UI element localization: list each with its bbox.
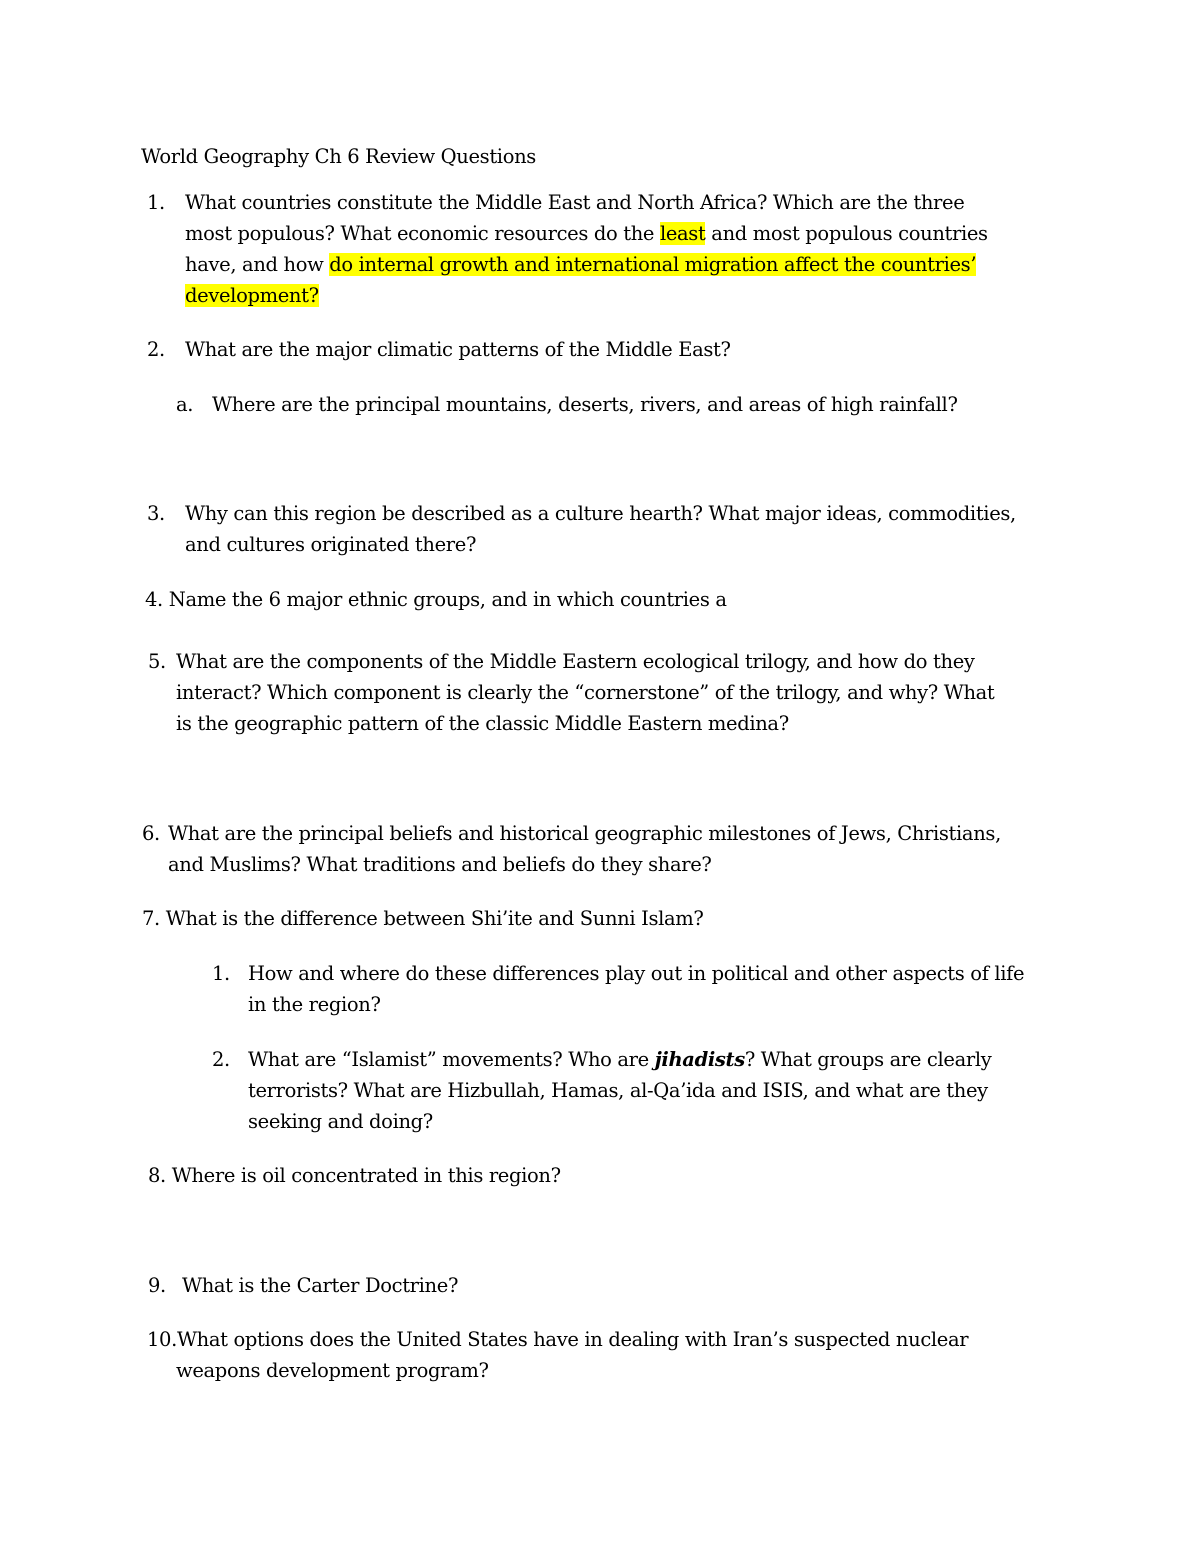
- question-number: 9.: [148, 1274, 166, 1297]
- text-run: most populous? What economic resources do the: [185, 222, 660, 245]
- highlighted-text: do internal growth and international migration affect the countries’: [329, 253, 977, 276]
- question-number: 5.: [148, 650, 166, 673]
- question-text-line: 4. Name the 6 major ethnic groups, and in which countries a: [145, 588, 727, 611]
- question-text-line: and cultures originated there?: [185, 533, 477, 556]
- highlighted-text: development?: [185, 284, 319, 307]
- question-text-line: What are the major climatic patterns of the Middle East?: [185, 338, 731, 361]
- sub-question-letter: a.: [176, 393, 194, 416]
- sub-question-text: How and where do these differences play out in political and other aspects of life: [248, 962, 1025, 985]
- question-text-line: [185, 218, 988, 249]
- question-number: 6.: [142, 822, 160, 845]
- sub-question-text: terrorists? What are Hizbullah, Hamas, al-Qa’ida and ISIS, and what are they: [248, 1079, 988, 1102]
- question-text-line: interact? Which component is clearly the “cornerstone” of the trilogy, and why? What: [176, 681, 995, 704]
- text-run: have, and how: [185, 253, 330, 276]
- question-text-line: weapons development program?: [176, 1359, 489, 1382]
- question-text-line: What are the components of the Middle Eastern ecological trilogy, and how do they: [176, 650, 975, 673]
- question-text-line: 10.What options does the United States have in dealing with Iran’s suspected nuclear: [147, 1328, 969, 1351]
- question-number: 3.: [147, 502, 165, 525]
- question-text-line: What are the principal beliefs and historical geographic milestones of Jews, Christians,: [168, 822, 1001, 845]
- sub-question-text: [248, 1044, 991, 1075]
- sub-question-number: 1.: [212, 962, 230, 985]
- question-number: 1.: [147, 191, 165, 214]
- sub-question-text: seeking and doing?: [248, 1110, 433, 1133]
- sub-question-text: Where are the principal mountains, deserts, rivers, and areas of high rainfall?: [212, 393, 958, 416]
- question-text-line: 8. Where is oil concentrated in this region?: [148, 1164, 561, 1187]
- question-text-line: is the geographic pattern of the classic Middle Eastern medina?: [176, 712, 789, 735]
- sub-question-number: 2.: [212, 1048, 230, 1071]
- text-run: What are “Islamist” movements? Who are: [248, 1048, 655, 1071]
- highlighted-text: least: [659, 222, 706, 245]
- text-run: and most populous countries: [705, 222, 988, 245]
- sub-question-text: in the region?: [248, 993, 381, 1016]
- question-text-line: [185, 249, 976, 280]
- question-text-line: and Muslims? What traditions and beliefs do they share?: [168, 853, 712, 876]
- document-title: World Geography Ch 6 Review Questions: [141, 145, 536, 168]
- text-run: ? What groups are clearly: [744, 1048, 992, 1071]
- question-text-line: [185, 280, 319, 311]
- question-text-line: What is the Carter Doctrine?: [182, 1274, 459, 1297]
- question-number: 2.: [147, 338, 165, 361]
- italic-term: jihadists: [654, 1048, 745, 1071]
- question-text-line: 7. What is the difference between Shi’ite and Sunni Islam?: [142, 907, 704, 930]
- question-text-line: What countries constitute the Middle East and North Africa? Which are the three: [185, 191, 965, 214]
- question-text-line: Why can this region be described as a culture hearth? What major ideas, commodities,: [185, 502, 1016, 525]
